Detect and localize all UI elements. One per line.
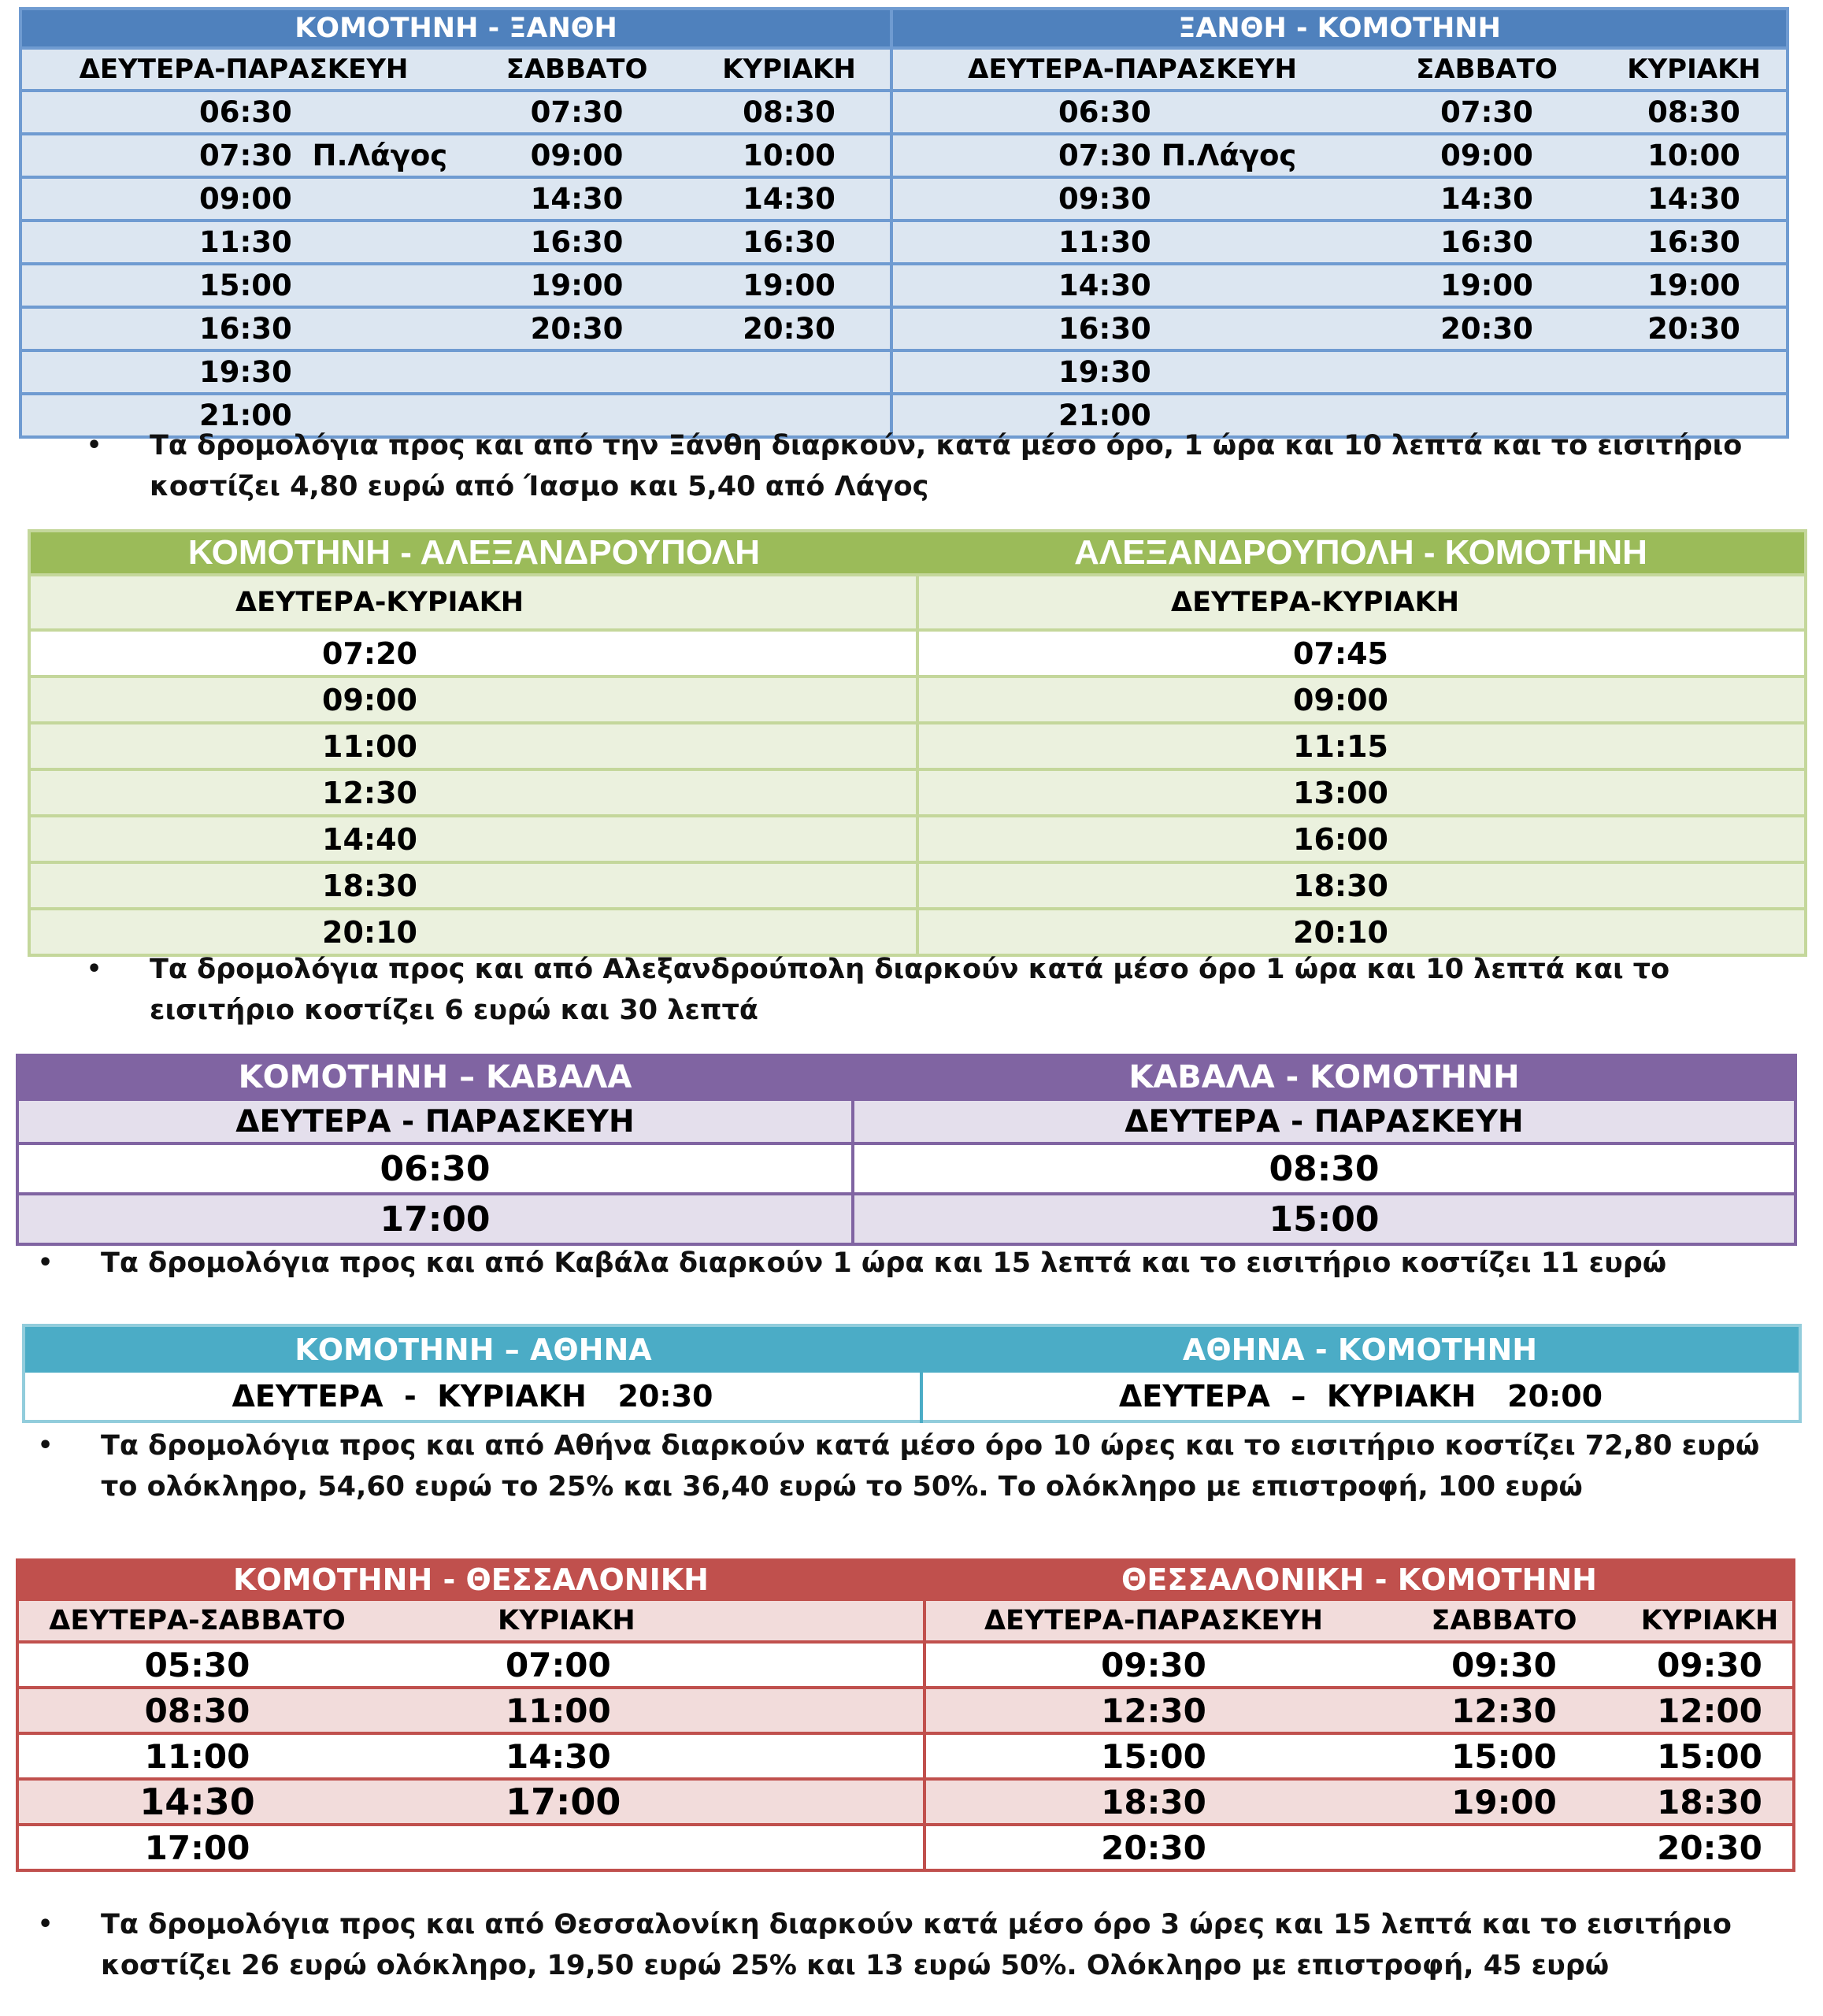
- thessaloniki-in-title: ΘΕΣΣΑΛΟΝΙΚΗ - ΚΟΜΟΤΗΝΗ: [924, 1560, 1794, 1599]
- thessaloniki-time: 11:00: [376, 1688, 924, 1733]
- thessaloniki-time: 12:00: [1627, 1688, 1794, 1733]
- table-row: [29, 862, 1806, 909]
- xanthi-out-header-sunday: ΚΥΡΙΑΚΗ: [688, 48, 891, 91]
- thessaloniki-time: 15:00: [924, 1733, 1381, 1779]
- table-row: [20, 307, 1788, 350]
- thessaloniki-note: [38, 1904, 1810, 1991]
- xanthi-out-title: ΚΟΜΟΤΗΝΗ - ΞΑΝΘΗ: [20, 9, 891, 48]
- alexandroupoli-in-header: ΔΕΥΤΕΡΑ-ΚΥΡΙΑΚΗ: [917, 575, 1806, 630]
- kavala-out-header: ΔΕΥΤΕΡΑ - ΠΑΡΑΣΚΕΥΗ: [17, 1099, 853, 1143]
- thessaloniki-time: 07:00: [376, 1642, 924, 1688]
- xanthi-time: 16:30: [688, 220, 891, 264]
- xanthi-time: 08:30: [1602, 91, 1788, 134]
- table-row: [20, 91, 1788, 134]
- alexandroupoli-time: 20:10: [29, 909, 917, 955]
- kavala-time: 15:00: [853, 1194, 1795, 1244]
- thessaloniki-time: [376, 1825, 924, 1870]
- alexandroupoli-timetable: [28, 529, 1807, 957]
- kavala-time: 17:00: [17, 1194, 853, 1244]
- xanthi-in-title: ΞΑΝΘΗ - ΚΟΜΟΤΗΝΗ: [891, 9, 1788, 48]
- table-row: [29, 816, 1806, 862]
- xanthi-time: [688, 350, 891, 394]
- thessaloniki-time: 20:30: [924, 1825, 1381, 1870]
- athens-in-schedule: ΔΕΥΤΕΡΑ – ΚΥΡΙΑΚΗ 20:00: [921, 1373, 1800, 1421]
- xanthi-time: 06:30: [891, 91, 1372, 134]
- alexandroupoli-in-title: ΑΛΕΞΑΝΔΡΟΥΠΟΛΗ - ΚΟΜΟΤΗΝΗ: [917, 531, 1806, 575]
- xanthi-time: 16:30: [1372, 220, 1602, 264]
- table-row: [17, 1733, 1794, 1779]
- table-row: [20, 264, 1788, 307]
- xanthi-time: [1372, 350, 1602, 394]
- xanthi-time: 20:30: [1602, 307, 1788, 350]
- alexandroupoli-time: 14:40: [29, 816, 917, 862]
- thessaloniki-time: 05:30: [17, 1642, 376, 1688]
- kavala-timetable: [16, 1054, 1797, 1246]
- bullet-icon: •: [38, 1910, 54, 1938]
- alexandroupoli-time: 09:00: [29, 676, 917, 723]
- thessaloniki-time: [1381, 1825, 1627, 1870]
- alexandroupoli-note-text: Τα δρομολόγια προς και από Αλεξανδρούπολη διαρκούν κατά μέσο όρο 1 ώρα και 10 λεπτά και το εισιτήριο κοστίζει 6 ευρώ και 30 λεπτά: [150, 954, 1670, 1026]
- xanthi-time: 19:30: [891, 350, 1372, 394]
- xanthi-time: 16:30: [891, 307, 1372, 350]
- alexandroupoli-time: 11:15: [917, 723, 1806, 769]
- table-row: [29, 676, 1806, 723]
- xanthi-time: 07:30 Π.Λάγος: [891, 134, 1372, 177]
- xanthi-time: 19:00: [688, 264, 891, 307]
- xanthi-time: 20:30: [465, 307, 688, 350]
- alexandroupoli-out-title: ΚΟΜΟΤΗΝΗ - ΑΛΕΞΑΝΔΡΟΥΠΟΛΗ: [29, 531, 917, 575]
- table-row: [17, 1194, 1795, 1244]
- table-row: [20, 350, 1788, 394]
- bullet-icon: •: [38, 1432, 54, 1459]
- thessaloniki-note-text: Τα δρομολόγια προς και από Θεσσαλονίκη διαρκούν κατά μέσο όρο 3 ώρες και 15 λεπτά και το εισιτήριο κοστίζει 26 ευρώ ολόκληρο, 19,50 ευρώ 25% και 13 ευρώ 50%. Ολόκληρο με επιστροφή, 45 ευρώ: [101, 1909, 1732, 1981]
- xanthi-time: 10:00: [688, 134, 891, 177]
- table-row: [20, 220, 1788, 264]
- alexandroupoli-time: 07:20: [29, 630, 917, 676]
- thessaloniki-time: 11:00: [17, 1733, 376, 1779]
- xanthi-time: 07:30: [1372, 91, 1602, 134]
- thessaloniki-time: 14:30: [376, 1733, 924, 1779]
- thessaloniki-time: 08:30: [17, 1688, 376, 1733]
- xanthi-time: 14:30: [1372, 177, 1602, 220]
- xanthi-time: [465, 350, 688, 394]
- xanthi-out-header-weekday: ΔΕΥΤΕΡΑ-ΠΑΡΑΣΚΕΥΗ: [20, 48, 465, 91]
- thessaloniki-time: 12:30: [1381, 1688, 1627, 1733]
- xanthi-time: 19:00: [1372, 264, 1602, 307]
- kavala-out-title: ΚΟΜΟΤΗΝΗ – ΚΑΒΑΛΑ: [17, 1055, 853, 1099]
- bullet-icon: •: [38, 1249, 54, 1277]
- xanthi-time: 19:00: [1602, 264, 1788, 307]
- alexandroupoli-time: 11:00: [29, 723, 917, 769]
- athens-timetable: [22, 1324, 1802, 1423]
- thessaloniki-out-header-sunday: ΚΥΡΙΑΚΗ: [376, 1599, 924, 1642]
- table-row: [17, 1688, 1794, 1733]
- table-row: [17, 1779, 1794, 1825]
- table-row: [20, 134, 1788, 177]
- athens-note-text: Τα δρομολόγια προς και από Αθήνα διαρκούν κατά μέσο όρο 10 ώρες και το εισιτήριο κοστίζει 72,80 ευρώ το ολόκληρο, 54,60 ευρώ το 25% και 36,40 ευρώ το 50%. Το ολόκληρο με επιστροφή, 100 ευρώ: [101, 1430, 1760, 1503]
- kavala-in-header: ΔΕΥΤΕΡΑ - ΠΑΡΑΣΚΕΥΗ: [853, 1099, 1795, 1143]
- thessaloniki-in-header-saturday: ΣΑΒΒΑΤΟ: [1381, 1599, 1627, 1642]
- alexandroupoli-time: 16:00: [917, 816, 1806, 862]
- xanthi-time: 21:00: [20, 394, 465, 437]
- thessaloniki-time: 19:00: [1381, 1779, 1627, 1825]
- thessaloniki-time: 20:30: [1627, 1825, 1794, 1870]
- alexandroupoli-time: 09:00: [917, 676, 1806, 723]
- thessaloniki-time: 09:30: [1381, 1642, 1627, 1688]
- xanthi-time: 09:00: [1372, 134, 1602, 177]
- xanthi-time: 19:00: [465, 264, 688, 307]
- kavala-note-text: Τα δρομολόγια προς και από Καβάλα διαρκούν 1 ώρα και 15 λεπτά και το εισιτήριο κοστίζει 11 ευρώ: [101, 1247, 1667, 1279]
- xanthi-time: 07:30 Π.Λάγος: [20, 134, 465, 177]
- xanthi-time: 19:30: [20, 350, 465, 394]
- xanthi-time: 11:30: [891, 220, 1372, 264]
- thessaloniki-timetable: [16, 1558, 1795, 1872]
- alexandroupoli-time: 13:00: [917, 769, 1806, 816]
- xanthi-time: 08:30: [688, 91, 891, 134]
- alexandroupoli-time: 20:10: [917, 909, 1806, 955]
- athens-note: [38, 1425, 1786, 1512]
- table-row: [17, 1642, 1794, 1688]
- table-row: [17, 1143, 1795, 1194]
- thessaloniki-time: 09:30: [1627, 1642, 1794, 1688]
- thessaloniki-time: 09:30: [924, 1642, 1381, 1688]
- thessaloniki-time: 18:30: [1627, 1779, 1794, 1825]
- xanthi-time: 09:00: [20, 177, 465, 220]
- table-row: [29, 723, 1806, 769]
- alexandroupoli-time: 18:30: [29, 862, 917, 909]
- xanthi-time: 20:30: [1372, 307, 1602, 350]
- xanthi-time: 14:30: [1602, 177, 1788, 220]
- xanthi-time: 20:30: [688, 307, 891, 350]
- kavala-time: 08:30: [853, 1143, 1795, 1194]
- kavala-note: [38, 1243, 1770, 1290]
- thessaloniki-time: 12:30: [924, 1688, 1381, 1733]
- xanthi-time: 09:30: [891, 177, 1372, 220]
- xanthi-in-header-weekday: ΔΕΥΤΕΡΑ-ΠΑΡΑΣΚΕΥΗ: [891, 48, 1372, 91]
- table-row: [29, 630, 1806, 676]
- xanthi-time: 09:00: [465, 134, 688, 177]
- thessaloniki-out-header-weekday: ΔΕΥΤΕΡΑ-ΣΑΒΒΑΤΟ: [17, 1599, 376, 1642]
- thessaloniki-in-header-sunday: ΚΥΡΙΑΚΗ: [1627, 1599, 1794, 1642]
- xanthi-note-text: Τα δρομολόγια προς και από την Ξάνθη διαρκούν, κατά μέσο όρο, 1 ώρα και 10 λεπτά και το εισιτήριο κοστίζει 4,80 ευρώ από Ίασμο και 5,40 από Λάγος: [150, 430, 1743, 502]
- alexandroupoli-time: 12:30: [29, 769, 917, 816]
- xanthi-time: 11:30: [20, 220, 465, 264]
- xanthi-time: 10:00: [1602, 134, 1788, 177]
- thessaloniki-time: 17:00: [376, 1779, 924, 1825]
- xanthi-time: 14:30: [891, 264, 1372, 307]
- xanthi-time: 15:00: [20, 264, 465, 307]
- xanthi-time: 07:30: [465, 91, 688, 134]
- thessaloniki-in-header-weekday: ΔΕΥΤΕΡΑ-ΠΑΡΑΣΚΕΥΗ: [924, 1599, 1381, 1642]
- alexandroupoli-out-header: ΔΕΥΤΕΡΑ-ΚΥΡΙΑΚΗ: [29, 575, 917, 630]
- kavala-time: 06:30: [17, 1143, 853, 1194]
- xanthi-timetable: [19, 7, 1789, 439]
- xanthi-time: 14:30: [688, 177, 891, 220]
- thessaloniki-time: 14:30: [17, 1779, 376, 1825]
- xanthi-in-header-saturday: ΣΑΒΒΑΤΟ: [1372, 48, 1602, 91]
- kavala-in-title: ΚΑΒΑΛΑ - ΚΟΜΟΤΗΝΗ: [853, 1055, 1795, 1099]
- alexandroupoli-time: 07:45: [917, 630, 1806, 676]
- xanthi-time: [1602, 350, 1788, 394]
- xanthi-time: 14:30: [465, 177, 688, 220]
- thessaloniki-time: 15:00: [1627, 1733, 1794, 1779]
- xanthi-time: 21:00: [891, 394, 1372, 437]
- xanthi-time: 16:30: [1602, 220, 1788, 264]
- athens-out-title: ΚΟΜΟΤΗΝΗ – ΑΘΗΝΑ: [24, 1325, 921, 1373]
- xanthi-time: 16:30: [20, 307, 465, 350]
- bullet-icon: •: [87, 432, 102, 459]
- alexandroupoli-time: 18:30: [917, 862, 1806, 909]
- bullet-icon: •: [87, 955, 102, 983]
- athens-out-schedule: ΔΕΥΤΕΡΑ - ΚΥΡΙΑΚΗ 20:30: [24, 1373, 921, 1421]
- thessaloniki-time: 18:30: [924, 1779, 1381, 1825]
- table-row: [29, 769, 1806, 816]
- xanthi-in-header-sunday: ΚΥΡΙΑΚΗ: [1602, 48, 1788, 91]
- thessaloniki-time: 17:00: [17, 1825, 376, 1870]
- xanthi-time: 16:30: [465, 220, 688, 264]
- table-row: [20, 177, 1788, 220]
- athens-in-title: ΑΘΗΝΑ - ΚΟΜΟΤΗΝΗ: [921, 1325, 1800, 1373]
- table-row: [17, 1825, 1794, 1870]
- thessaloniki-out-title: ΚΟΜΟΤΗΝΗ - ΘΕΣΣΑΛΟΝΙΚΗ: [17, 1560, 924, 1599]
- alexandroupoli-note: [87, 949, 1780, 1036]
- table-row: [24, 1373, 1800, 1421]
- thessaloniki-time: 15:00: [1381, 1733, 1627, 1779]
- xanthi-time: 06:30: [20, 91, 465, 134]
- xanthi-out-header-saturday: ΣΑΒΒΑΤΟ: [465, 48, 688, 91]
- xanthi-note: [87, 425, 1780, 512]
